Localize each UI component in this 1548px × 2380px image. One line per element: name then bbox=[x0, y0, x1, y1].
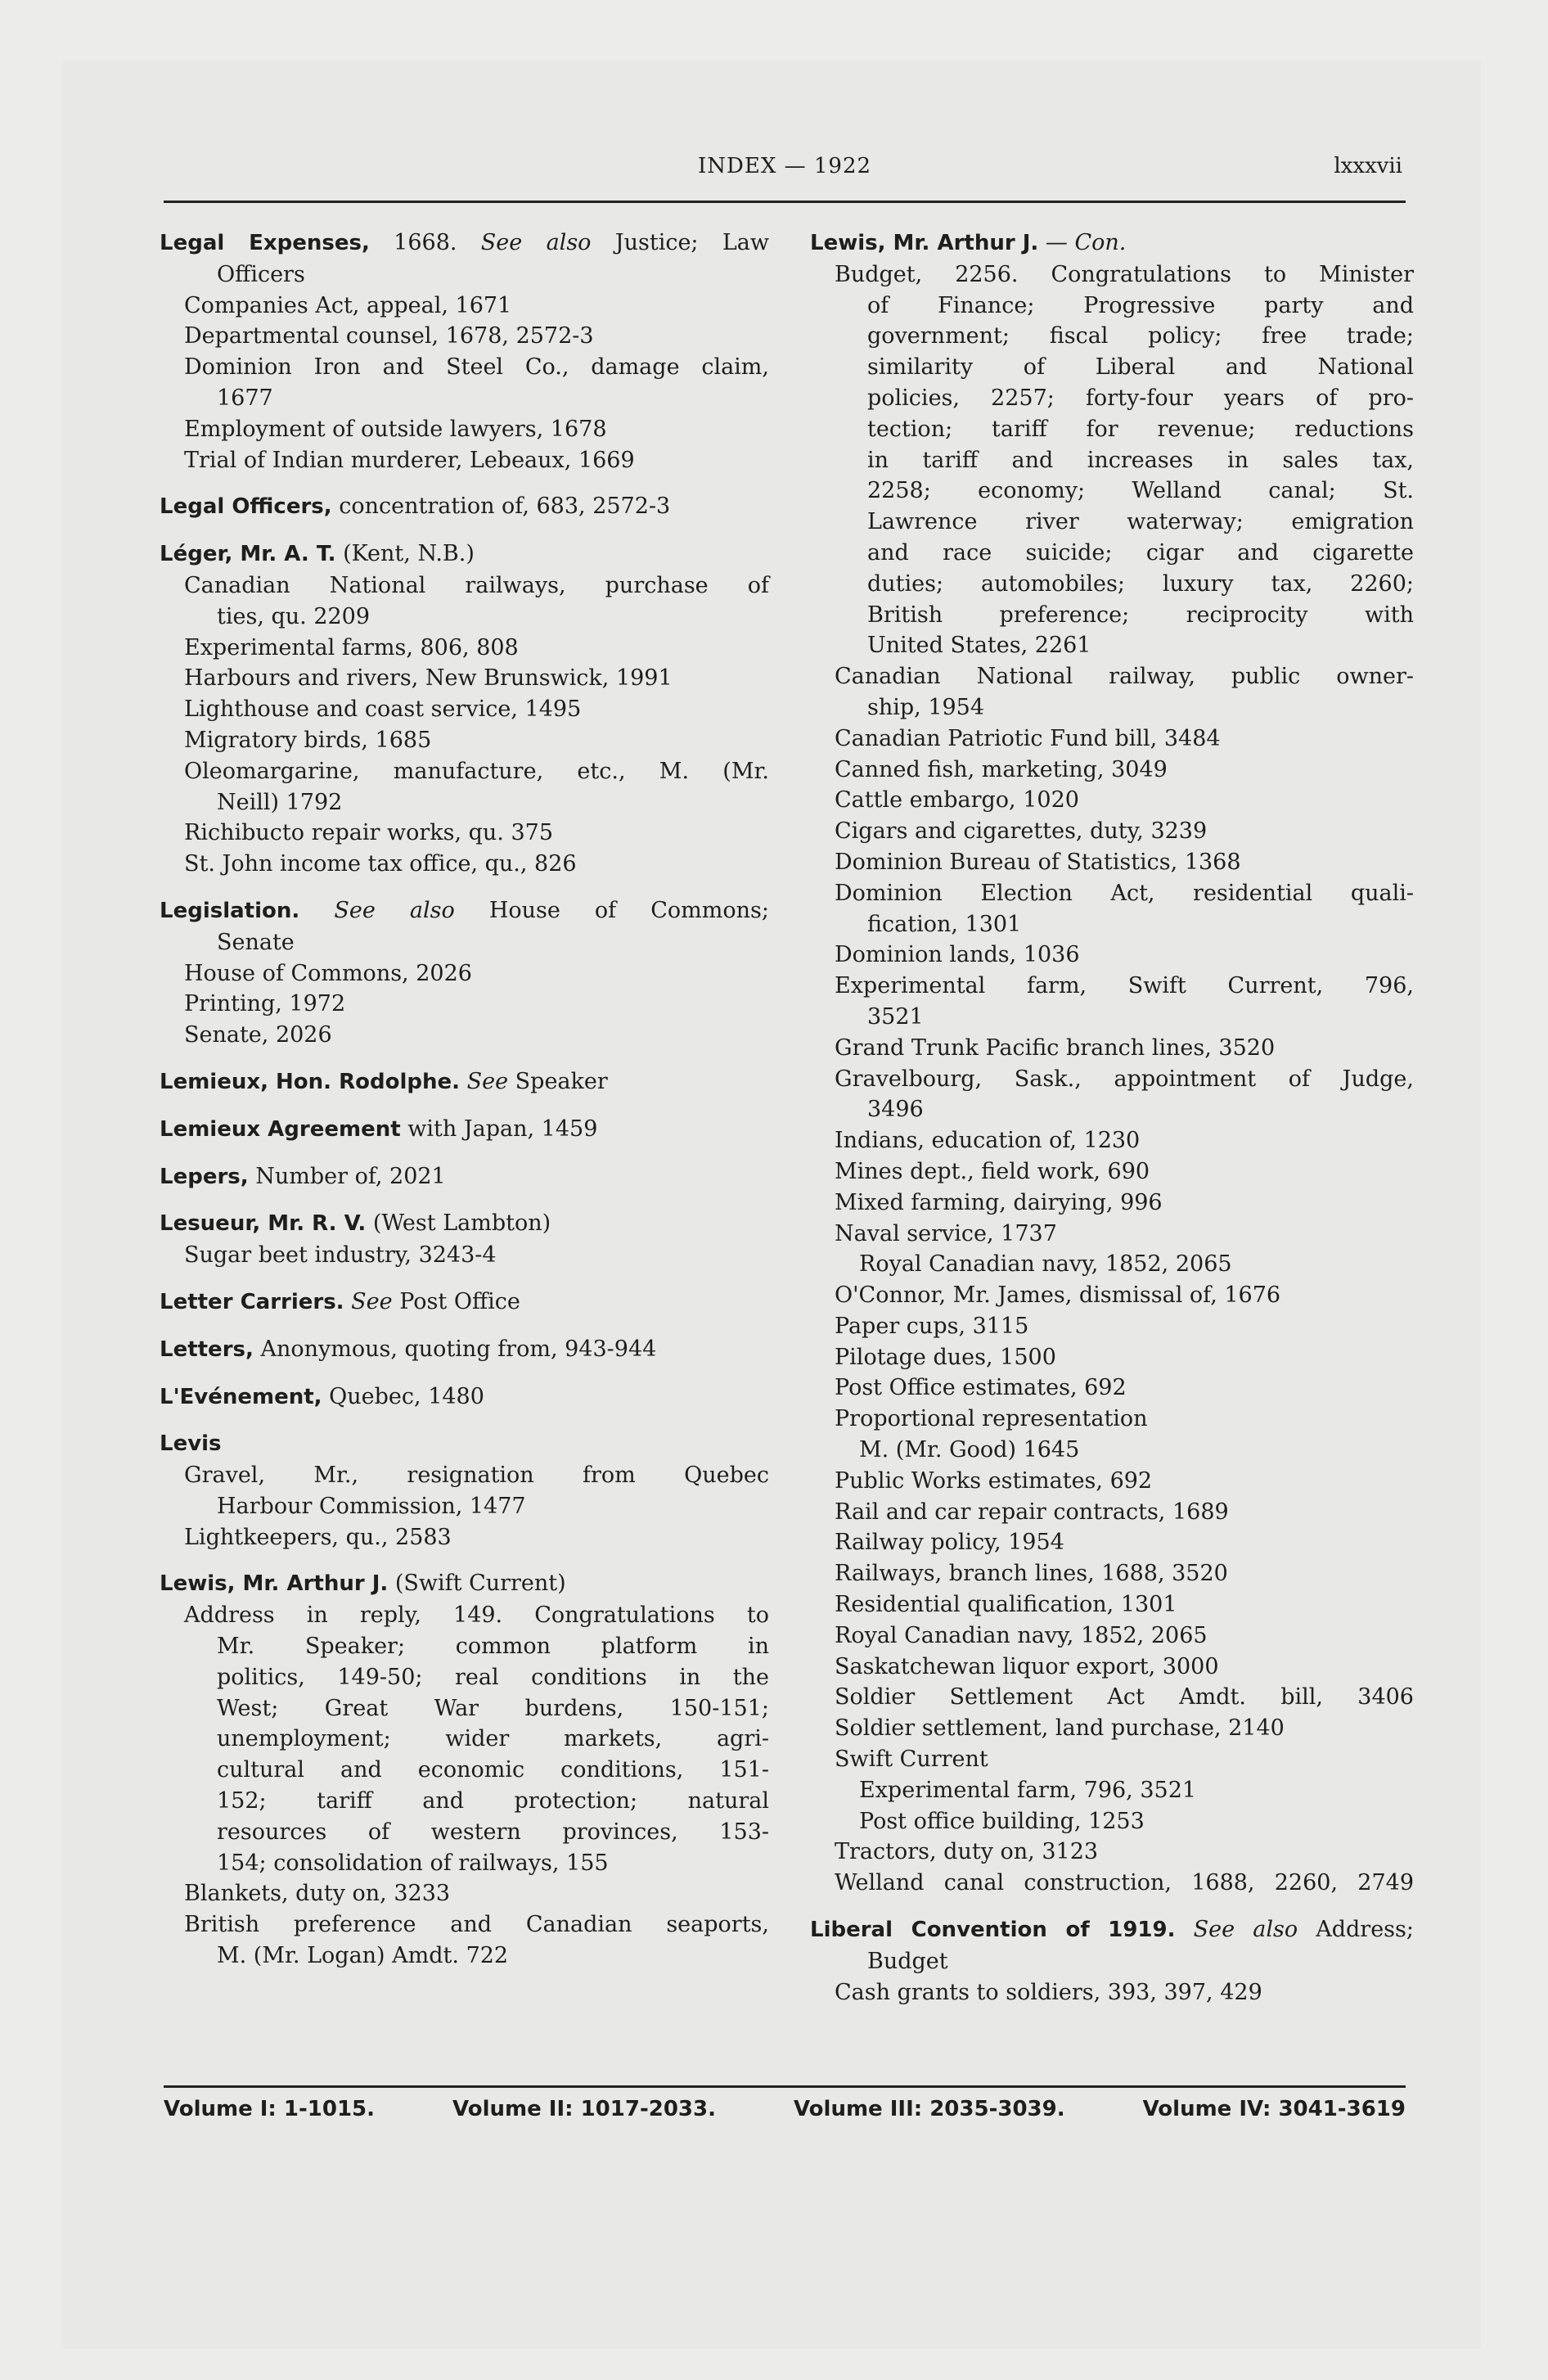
entry-subline: of Finance; Progressive party and bbox=[867, 292, 1414, 318]
index-entry bbox=[160, 1114, 769, 1146]
entry-heading-text bbox=[1176, 1917, 1194, 1942]
entry-subline: Experimental farm, 796, 3521 bbox=[859, 1777, 1197, 1803]
index-entry bbox=[160, 491, 769, 523]
entry-subline: 2258; economy; Welland canal; St. bbox=[867, 478, 1414, 504]
entry-subline: Public Works estimates, 692 bbox=[835, 1467, 1153, 1494]
entry-heading-text: Justice; Law bbox=[591, 230, 769, 255]
entry-heading-text: Post Office bbox=[392, 1288, 520, 1314]
entry-heading-line bbox=[160, 1114, 769, 1146]
entry-heading-line bbox=[160, 1066, 769, 1098]
entry-heading-line bbox=[160, 491, 769, 523]
entry-heading-text: 1668. bbox=[369, 230, 481, 255]
entry-subline: Swift Current bbox=[835, 1747, 988, 1773]
index-entry bbox=[810, 1914, 1414, 2008]
entry-heading-text: — bbox=[1038, 230, 1075, 255]
entry-heading: Léger, Mr. A. T. bbox=[160, 542, 336, 567]
entry-subline: unemployment; wider markets, agri- bbox=[217, 1726, 769, 1752]
see-reference: See also bbox=[1193, 1917, 1298, 1943]
entry-heading: Legal Officers, bbox=[160, 494, 332, 520]
entry-subline: Migratory birds, 1685 bbox=[184, 727, 432, 753]
entry-subline: similarity of Liberal and National bbox=[867, 354, 1414, 381]
entry-subline: Canadian National railway, public owner- bbox=[835, 664, 1414, 690]
index-entry bbox=[160, 1161, 769, 1193]
entry-subline: policies, 2257; forty-four years of pro- bbox=[867, 385, 1414, 411]
entry-heading-line bbox=[160, 1568, 769, 1600]
entry-heading-text: Address; bbox=[1298, 1917, 1414, 1943]
volume-range: Volume I: 1-1015. bbox=[164, 2097, 376, 2121]
entry-subline: 154; consolidation of railways, 155 bbox=[217, 1850, 609, 1876]
entry-heading-text: (Kent, N.B.) bbox=[335, 541, 475, 567]
entry-subline: in tariff and increases in sales tax, bbox=[867, 447, 1414, 473]
index-entry bbox=[160, 539, 769, 880]
entry-heading: Liberal Convention of 1919. bbox=[810, 1918, 1176, 1943]
entry-subline: ship, 1954 bbox=[867, 694, 985, 720]
entry-subline: Harbours and rivers, New Brunswick, 1991 bbox=[184, 665, 673, 692]
entry-subline: Canned fish, marketing, 3049 bbox=[835, 756, 1168, 782]
entry-heading-text: Anonymous, quoting from, 943-944 bbox=[253, 1336, 657, 1362]
index-entry bbox=[160, 1334, 769, 1366]
entry-subline: duties; automobiles; luxury tax, 2260; bbox=[867, 570, 1414, 597]
entry-subline: Dominion Bureau of Statistics, 1368 bbox=[835, 849, 1241, 875]
entry-heading-line bbox=[160, 1208, 769, 1240]
entry-heading-text bbox=[344, 1289, 352, 1314]
entry-subline: Richibucto repair works, qu. 375 bbox=[184, 820, 554, 846]
entry-heading-line bbox=[160, 1428, 769, 1460]
entry-subline: Senate bbox=[217, 929, 295, 955]
entry-subline: Harbour Commission, 1477 bbox=[217, 1493, 526, 1519]
entry-subline: Employment of outside lawyers, 1678 bbox=[184, 416, 607, 442]
index-entry bbox=[160, 1287, 769, 1318]
see-reference: Con. bbox=[1074, 230, 1127, 255]
entry-heading-text: Speaker bbox=[508, 1068, 608, 1094]
page-number: lxxxvii bbox=[1334, 154, 1402, 178]
entry-subline: cultural and economic conditions, 151- bbox=[217, 1757, 769, 1783]
entry-heading-text: House of Commons; bbox=[454, 897, 769, 923]
entry-heading: Legislation. bbox=[160, 898, 300, 923]
entry-subline: Sugar beet industry, 3243-4 bbox=[184, 1242, 497, 1269]
header-rule bbox=[164, 201, 1406, 203]
entry-heading: Lesueur, Mr. R. V. bbox=[160, 1211, 367, 1237]
entry-subline: tection; tariff for revenue; reductions bbox=[867, 416, 1414, 442]
entry-subline: 3496 bbox=[867, 1097, 924, 1123]
entry-subline: M. (Mr. Logan) Amdt. 722 bbox=[217, 1943, 509, 1969]
entry-subline: Budget, 2256. Congratulations to Minister bbox=[835, 261, 1414, 287]
entry-subline: Cattle embargo, 1020 bbox=[835, 787, 1079, 814]
entry-subline: Canadian National railways, purchase of bbox=[184, 572, 769, 598]
entry-subline: Gravelbourg, Sask., appointment of Judge, bbox=[835, 1066, 1414, 1092]
entry-heading-text bbox=[460, 1069, 467, 1094]
entry-subline: M. (Mr. Good) 1645 bbox=[859, 1437, 1080, 1463]
volume-range: Volume II: 1017-2033. bbox=[452, 2097, 716, 2121]
entry-subline: Officers bbox=[217, 261, 305, 287]
entry-subline: Companies Act, appeal, 1671 bbox=[184, 292, 512, 318]
entry-heading: Letter Carriers. bbox=[160, 1289, 344, 1314]
entry-heading-text: Quebec, 1480 bbox=[322, 1383, 484, 1409]
entry-heading-line bbox=[160, 539, 769, 570]
entry-heading-text: with Japan, 1459 bbox=[400, 1116, 598, 1142]
entry-subline: Gravel, Mr., resignation from Quebec bbox=[184, 1463, 769, 1489]
entry-subline: Residential qualification, 1301 bbox=[835, 1592, 1177, 1618]
entry-subline: Royal Canadian navy, 1852, 2065 bbox=[835, 1622, 1208, 1648]
entry-subline: United States, 2261 bbox=[867, 633, 1091, 659]
entry-subline: British preference and Canadian seaports, bbox=[184, 1912, 769, 1938]
entry-heading: Lewis, Mr. Arthur J. bbox=[810, 231, 1039, 255]
entry-subline: ties, qu. 2209 bbox=[217, 603, 371, 629]
index-entry bbox=[160, 1382, 769, 1413]
entry-subline: Trial of Indian murderer, Lebeaux, 1669 bbox=[184, 447, 635, 473]
entry-heading-line bbox=[160, 895, 769, 927]
entry-heading: Lewis, Mr. Arthur J. bbox=[160, 1571, 389, 1597]
volume-range: Volume III: 2035-3039. bbox=[793, 2097, 1065, 2121]
entry-subline: Cash grants to soldiers, 393, 397, 429 bbox=[835, 1979, 1262, 2005]
entry-subline: St. John income tax office, qu., 826 bbox=[184, 851, 577, 877]
see-reference: See also bbox=[334, 897, 455, 923]
entry-subline: resources of western provinces, 153- bbox=[217, 1819, 769, 1845]
entry-subline: Address in reply, 149. Congratulations to bbox=[184, 1602, 769, 1629]
see-reference: See also bbox=[480, 230, 592, 255]
entry-subline: Tractors, duty on, 3123 bbox=[835, 1839, 1099, 1865]
index-entry bbox=[160, 228, 769, 476]
entry-subline: Post office building, 1253 bbox=[859, 1808, 1145, 1834]
entry-subline: Welland canal construction, 1688, 2260, 2749 bbox=[835, 1870, 1414, 1896]
index-entry bbox=[160, 1208, 769, 1271]
entry-subline: 1677 bbox=[217, 385, 273, 411]
entry-subline: Railways, branch lines, 1688, 3520 bbox=[835, 1561, 1228, 1587]
entry-subline: Pilotage dues, 1500 bbox=[835, 1344, 1056, 1370]
entry-subline: Canadian Patriotic Fund bill, 3484 bbox=[835, 725, 1221, 751]
entry-subline: Mines dept., field work, 690 bbox=[835, 1158, 1150, 1184]
entry-subline: Experimental farms, 806, 808 bbox=[184, 634, 519, 660]
entry-subline: politics, 149-50; real conditions in the bbox=[217, 1664, 769, 1690]
right-column bbox=[810, 228, 1414, 2023]
see-reference: See bbox=[351, 1288, 393, 1314]
entry-heading: Lemieux, Hon. Rodolphe. bbox=[160, 1069, 461, 1094]
entry-subline: Cigars and cigarettes, duty, 3239 bbox=[835, 818, 1208, 845]
footer-rule bbox=[164, 2085, 1406, 2088]
entry-subline: Experimental farm, Swift Current, 796, bbox=[835, 973, 1414, 999]
entry-subline: Oleomargarine, manufacture, etc., M. (Mr. bbox=[184, 758, 769, 784]
index-entry bbox=[160, 895, 769, 1051]
entry-heading-text: (Swift Current) bbox=[388, 1571, 566, 1597]
entry-subline: Dominion lands, 1036 bbox=[835, 942, 1080, 968]
entry-subline: Rail and car repair contracts, 1689 bbox=[835, 1499, 1229, 1525]
left-column bbox=[160, 228, 769, 1987]
running-title: INDEX — 1922 bbox=[697, 154, 872, 178]
volume-footer bbox=[164, 2097, 1406, 2121]
entry-subline: Railway policy, 1954 bbox=[835, 1530, 1064, 1556]
entry-subline: Lawrence river waterway; emigration bbox=[867, 509, 1414, 535]
entry-heading-line bbox=[160, 228, 769, 259]
page-header bbox=[164, 139, 1406, 185]
entry-subline: Proportional representation bbox=[835, 1406, 1148, 1432]
entry-subline: British preference; reciprocity with bbox=[867, 602, 1414, 628]
entry-subline: O'Connor, Mr. James, dismissal of, 1676 bbox=[835, 1282, 1281, 1309]
entry-subline: Printing, 1972 bbox=[184, 991, 346, 1017]
entry-heading: Levis bbox=[160, 1431, 222, 1457]
entry-heading-text: (West Lambton) bbox=[366, 1210, 551, 1237]
entry-subline: Dominion Iron and Steel Co., damage claim, bbox=[184, 354, 769, 381]
entry-heading: Lepers, bbox=[160, 1164, 249, 1189]
entry-subline: Indians, education of, 1230 bbox=[835, 1128, 1141, 1154]
entry-subline: Mixed farming, dairying, 996 bbox=[835, 1189, 1163, 1215]
entry-heading: Legal Expenses, bbox=[160, 231, 370, 255]
entry-subline: Post Office estimates, 692 bbox=[835, 1375, 1127, 1401]
entry-heading: L'Evénement, bbox=[160, 1384, 322, 1409]
entry-subline: Neill) 1792 bbox=[217, 789, 343, 815]
index-entry bbox=[160, 1428, 769, 1553]
entry-subline: Mr. Speaker; common platform in bbox=[217, 1634, 769, 1660]
entry-subline: and race suicide; cigar and cigarette bbox=[867, 539, 1414, 566]
see-reference: See bbox=[466, 1068, 509, 1094]
entry-heading-line bbox=[160, 1161, 769, 1193]
entry-heading-text: Number of, 2021 bbox=[248, 1163, 446, 1189]
entry-heading-line bbox=[160, 1334, 769, 1366]
entry-subline: Dominion Election Act, residential quali- bbox=[835, 880, 1414, 906]
entry-subline: Lighthouse and coast service, 1495 bbox=[184, 696, 582, 723]
index-entry bbox=[810, 228, 1414, 1899]
entry-subline: Naval service, 1737 bbox=[835, 1220, 1057, 1246]
volume-range: Volume IV: 3041-3619 bbox=[1142, 2097, 1406, 2121]
entry-subline: Budget bbox=[867, 1948, 948, 1974]
entry-subline: government; fiscal policy; free trade; bbox=[867, 323, 1414, 349]
entry-subline: Soldier Settlement Act Amdt. bill, 3406 bbox=[835, 1684, 1414, 1711]
entry-heading-line bbox=[160, 1382, 769, 1413]
index-entry bbox=[160, 1568, 769, 1971]
entry-subline: fication, 1301 bbox=[867, 911, 1022, 937]
entry-heading: Lemieux Agreement bbox=[160, 1116, 401, 1142]
entry-subline: Royal Canadian navy, 1852, 2065 bbox=[859, 1251, 1232, 1278]
entry-subline: Lightkeepers, qu., 2583 bbox=[184, 1524, 452, 1550]
entry-subline: Senate, 2026 bbox=[184, 1022, 332, 1048]
entry-heading: Letters, bbox=[160, 1336, 254, 1362]
entry-subline: Blankets, duty on, 3233 bbox=[184, 1881, 451, 1907]
entry-subline: House of Commons, 2026 bbox=[184, 960, 472, 986]
entry-heading-line bbox=[810, 228, 1414, 259]
entry-subline: Soldier settlement, land purchase, 2140 bbox=[835, 1715, 1285, 1742]
entry-subline: Paper cups, 3115 bbox=[835, 1313, 1029, 1339]
entry-subline: 152; tariff and protection; natural bbox=[217, 1788, 769, 1814]
entry-heading-line bbox=[160, 1287, 769, 1318]
entry-subline: Saskatchewan liquor export, 3000 bbox=[835, 1653, 1219, 1679]
entry-heading-line bbox=[810, 1914, 1414, 1946]
entry-subline: West; Great War burdens, 150-151; bbox=[217, 1695, 769, 1721]
entry-heading-text: concentration of, 683, 2572-3 bbox=[331, 494, 671, 520]
entry-subline: Departmental counsel, 1678, 2572-3 bbox=[184, 323, 594, 349]
entry-subline: 3521 bbox=[867, 1003, 924, 1030]
entry-subline: Grand Trunk Pacific branch lines, 3520 bbox=[835, 1034, 1276, 1061]
entry-heading-text bbox=[299, 898, 334, 923]
index-entry bbox=[160, 1066, 769, 1098]
